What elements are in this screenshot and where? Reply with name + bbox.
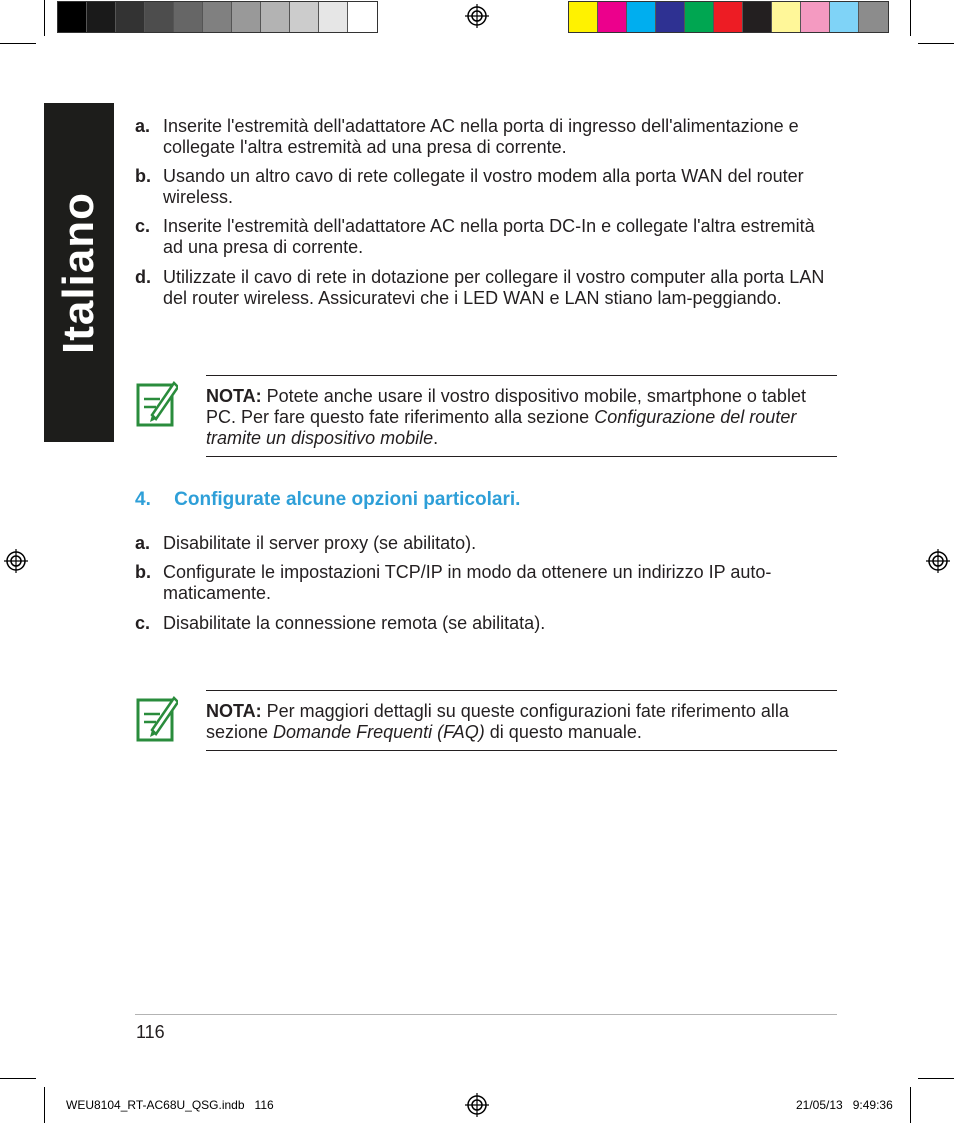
calibration-swatch: [801, 2, 830, 32]
step-title: Configurate alcune opzioni particolari.: [174, 489, 521, 510]
note-bottom-rule: [206, 750, 837, 751]
page-number: 116: [136, 1022, 165, 1042]
step-heading: [135, 489, 520, 511]
grayscale-calibration-bar: [57, 1, 378, 33]
calibration-swatch: [290, 2, 319, 32]
calibration-swatch: [87, 2, 116, 32]
calibration-swatch: [203, 2, 232, 32]
calibration-swatch: [627, 2, 656, 32]
calibration-swatch: [174, 2, 203, 32]
calibration-swatch: [859, 2, 888, 32]
list-item-label: a.: [135, 116, 151, 136]
registration-mark-icon: [465, 4, 489, 28]
note-pencil-icon: [136, 694, 178, 742]
list-item-label: c.: [135, 216, 151, 236]
registration-mark-icon: [926, 549, 950, 573]
crop-mark: [44, 0, 45, 36]
calibration-swatch: [714, 2, 743, 32]
list-item-text: Inserite l'estremità dell'adattatore AC nella porta di ingresso dell'alimentazione e collegate l'altra estremità ad una presa di corrente.: [163, 116, 799, 157]
note-top-rule: [206, 375, 837, 376]
language-tab-label: Italiano: [54, 191, 103, 354]
list-item: [135, 533, 835, 554]
calibration-swatch: [261, 2, 290, 32]
crop-mark: [0, 43, 36, 44]
note-label: NOTA:: [206, 701, 262, 721]
calibration-swatch: [685, 2, 714, 32]
list-item: [135, 267, 835, 309]
crop-mark: [0, 1078, 36, 1079]
color-calibration-bar: [568, 1, 889, 33]
note-text: [206, 701, 836, 743]
note-bottom-rule: [206, 456, 837, 457]
registration-mark-icon: [4, 549, 28, 573]
footer-file-info: WEU8104_RT-AC68U_QSG.indb 116: [66, 1098, 274, 1112]
footer-date: 21/05/13 9:49:36: [796, 1098, 893, 1112]
note-reference: Configurazione del router tramite un dispositivo mobile: [206, 407, 797, 448]
list-item: [135, 216, 835, 258]
calibration-swatch: [772, 2, 801, 32]
calibration-swatch: [116, 2, 145, 32]
calibration-swatch: [348, 2, 377, 32]
note-pencil-icon: [136, 379, 178, 427]
list-item-label: c.: [135, 613, 151, 633]
page-number-rule: [135, 1014, 837, 1015]
note-body-end: .: [433, 428, 439, 448]
calibration-swatch: [569, 2, 598, 32]
list-item: [135, 116, 835, 158]
list-item-label: a.: [135, 533, 151, 553]
note-body: Per maggiori dettagli su queste configurazioni fate riferimento alla sezione: [206, 701, 789, 742]
list-item-text: Utilizzate il cavo di rete in dotazione per collegare il vostro computer alla porta LAN del router wireless. Assicuratevi che i LED WAN e LAN stiano lam-peggiando.: [163, 267, 825, 308]
calibration-swatch: [145, 2, 174, 32]
note-text: [206, 386, 836, 449]
list-item-text: Disabilitate il server proxy (se abilitato).: [163, 533, 477, 553]
calibration-swatch: [319, 2, 348, 32]
calibration-swatch: [58, 2, 87, 32]
calibration-swatch: [743, 2, 772, 32]
note-body: Potete anche usare il vostro dispositivo mobile, smartphone o tablet PC. Per fare questo fate riferimento alla sezione: [206, 386, 806, 427]
list-item-label: b.: [135, 166, 151, 186]
step-number: 4.: [135, 489, 151, 510]
crop-mark: [910, 1087, 911, 1123]
crop-mark: [918, 1078, 954, 1079]
list-item-text: Disabilitate la connessione remota (se abilitata).: [163, 613, 546, 633]
crop-mark: [910, 0, 911, 36]
list-item-label: d.: [135, 267, 151, 287]
list-item-text: Inserite l'estremità dell'adattatore AC nella porta DC-In e collegate l'altra estremità ad una presa di corrente.: [163, 216, 815, 257]
list-item: [135, 562, 835, 604]
list-item: [135, 166, 835, 208]
language-side-tab: [44, 103, 114, 442]
note-body-end: di questo manuale.: [484, 722, 642, 742]
note-top-rule: [206, 690, 837, 691]
crop-mark: [44, 1087, 45, 1123]
note-reference: Domande Frequenti (FAQ): [273, 722, 485, 742]
list-item: [135, 613, 835, 634]
calibration-swatch: [830, 2, 859, 32]
list-item-text: Configurate le impostazioni TCP/IP in modo da ottenere un indirizzo IP auto-maticamente.: [163, 562, 772, 603]
calibration-swatch: [598, 2, 627, 32]
list-item-text: Usando un altro cavo di rete collegate il vostro modem alla porta WAN del router wireless.: [163, 166, 804, 207]
note-label: NOTA:: [206, 386, 262, 406]
crop-mark: [918, 43, 954, 44]
list-item-label: b.: [135, 562, 151, 582]
registration-mark-icon: [465, 1093, 489, 1117]
calibration-swatch: [232, 2, 261, 32]
calibration-swatch: [656, 2, 685, 32]
